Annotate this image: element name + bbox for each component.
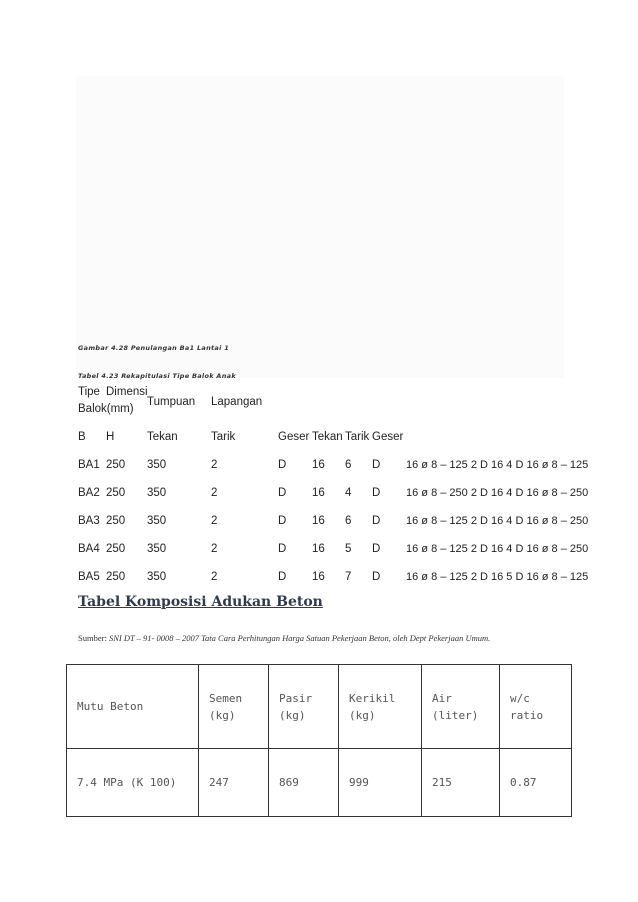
table-row (0, 515, 638, 531)
row-cell: 2 (211, 543, 218, 555)
table-row (67, 749, 572, 817)
row-cell: 350 (147, 459, 167, 471)
row-cell: 7 (345, 571, 352, 583)
row-cell: 0.87 (500, 749, 572, 817)
row-cell-reinforcement: 16 ø 8 – 250 2 D 16 4 D 16 ø 8 – 250 (406, 487, 589, 499)
row-cell: 350 (147, 571, 167, 583)
subheader-cell: Tarik (211, 431, 236, 443)
header-text: Kerikil (349, 691, 396, 705)
row-cell: 869 (269, 749, 339, 817)
row-cell: BA3 (78, 515, 100, 527)
subheader-cell: Geser (278, 431, 310, 443)
row-cell: 16 (312, 543, 325, 555)
row-cell-reinforcement: 16 ø 8 – 125 2 D 16 4 D 16 ø 8 – 250 (406, 543, 589, 555)
row-cell: 250 (106, 487, 126, 499)
row-cell: 16 (312, 515, 325, 527)
header-cell (269, 665, 339, 749)
row-cell: 2 (211, 459, 218, 471)
row-cell: 350 (147, 487, 167, 499)
header-cell (500, 665, 572, 749)
subheader-cell: H (106, 431, 115, 443)
row-cell: 2 (211, 571, 218, 583)
row-cell: 2 (211, 515, 218, 527)
table-header-row (67, 665, 572, 749)
row-cell: 2 (211, 487, 218, 499)
table-row (0, 543, 638, 559)
row-cell: D (278, 459, 287, 471)
row-cell: BA4 (78, 543, 100, 555)
header-unit: (kg) (349, 708, 376, 722)
row-cell: 250 (106, 571, 126, 583)
row-cell: BA5 (78, 571, 100, 583)
table-row (0, 487, 638, 503)
row-cell: D (278, 487, 287, 499)
row-cell: 6 (345, 515, 352, 527)
table-row (0, 571, 638, 587)
row-cell: 215 (422, 749, 500, 817)
figure-caption: Gambar 4.28 Penulangan Ba1 Lantai 1 (78, 344, 230, 352)
row-cell: BA1 (78, 459, 100, 471)
header-text: Air (432, 691, 452, 705)
row-cell: 6 (345, 459, 352, 471)
row-cell: 247 (199, 749, 269, 817)
row-cell-reinforcement: 16 ø 8 – 125 2 D 16 4 D 16 ø 8 – 250 (406, 515, 589, 527)
row-cell: D (372, 543, 381, 555)
row-cell: D (372, 571, 381, 583)
header-tipe: Tipe (78, 386, 100, 398)
subheader-cell: B (78, 431, 86, 443)
header-cell (422, 665, 500, 749)
row-cell: D (372, 515, 381, 527)
header-unit: (kg) (279, 708, 306, 722)
header-cell (339, 665, 422, 749)
row-cell-reinforcement: 16 ø 8 – 125 2 D 16 5 D 16 ø 8 – 125 (406, 571, 589, 583)
section-title: Tabel Komposisi Adukan Beton (78, 594, 323, 610)
row-cell: 250 (106, 543, 126, 555)
header-balok-mm: Balok(mm) (78, 403, 134, 415)
row-cell: D (372, 487, 381, 499)
header-unit: (kg) (209, 708, 236, 722)
header-unit: ratio (510, 708, 544, 722)
beam-table-subheader (0, 431, 638, 447)
row-cell-reinforcement: 16 ø 8 – 125 2 D 16 4 D 16 ø 8 – 125 (406, 459, 589, 471)
row-cell: 16 (312, 487, 325, 499)
header-text: Mutu Beton (77, 700, 144, 713)
subheader-cell: Tarik (345, 431, 370, 443)
row-cell: 350 (147, 543, 167, 555)
row-cell: D (278, 515, 287, 527)
row-cell: 5 (345, 543, 352, 555)
figure-image (76, 76, 564, 378)
header-cell (199, 665, 269, 749)
row-cell: 250 (106, 515, 126, 527)
row-cell: 999 (339, 749, 422, 817)
row-cell: BA2 (78, 487, 100, 499)
composition-table (66, 664, 572, 817)
row-cell: D (278, 543, 287, 555)
row-cell: D (278, 571, 287, 583)
header-cell (67, 665, 199, 749)
row-cell: D (372, 459, 381, 471)
subheader-cell: Geser (372, 431, 404, 443)
header-unit: (liter) (432, 708, 479, 722)
row-cell: 16 (312, 459, 325, 471)
source-text: SNI DT – 91- 0008 – 2007 Tata Cara Perhitungan Harga Satuan Pekerjaan Beton, oleh Dept Pekerjaan Umum. (108, 633, 491, 643)
source-label: Sumber: (78, 633, 107, 643)
source-note (78, 633, 490, 643)
subheader-cell: Tekan (147, 431, 178, 443)
header-dimensi: Dimensi (106, 386, 148, 398)
table-row (0, 459, 638, 475)
row-cell: 250 (106, 459, 126, 471)
table-caption: Tabel 4.23 Rekapitulasi Tipe Balok Anak (78, 372, 236, 380)
row-cell: 350 (147, 515, 167, 527)
header-text: Semen (209, 691, 243, 705)
row-cell: 4 (345, 487, 352, 499)
row-cell: 7.4 MPa (K 100) (67, 749, 199, 817)
header-text: Pasir (279, 691, 313, 705)
header-tumpuan: Tumpuan (147, 396, 196, 408)
header-text: w/c (510, 691, 530, 705)
header-lapangan: Lapangan (211, 396, 263, 408)
subheader-cell: Tekan (312, 431, 343, 443)
row-cell: 16 (312, 571, 325, 583)
